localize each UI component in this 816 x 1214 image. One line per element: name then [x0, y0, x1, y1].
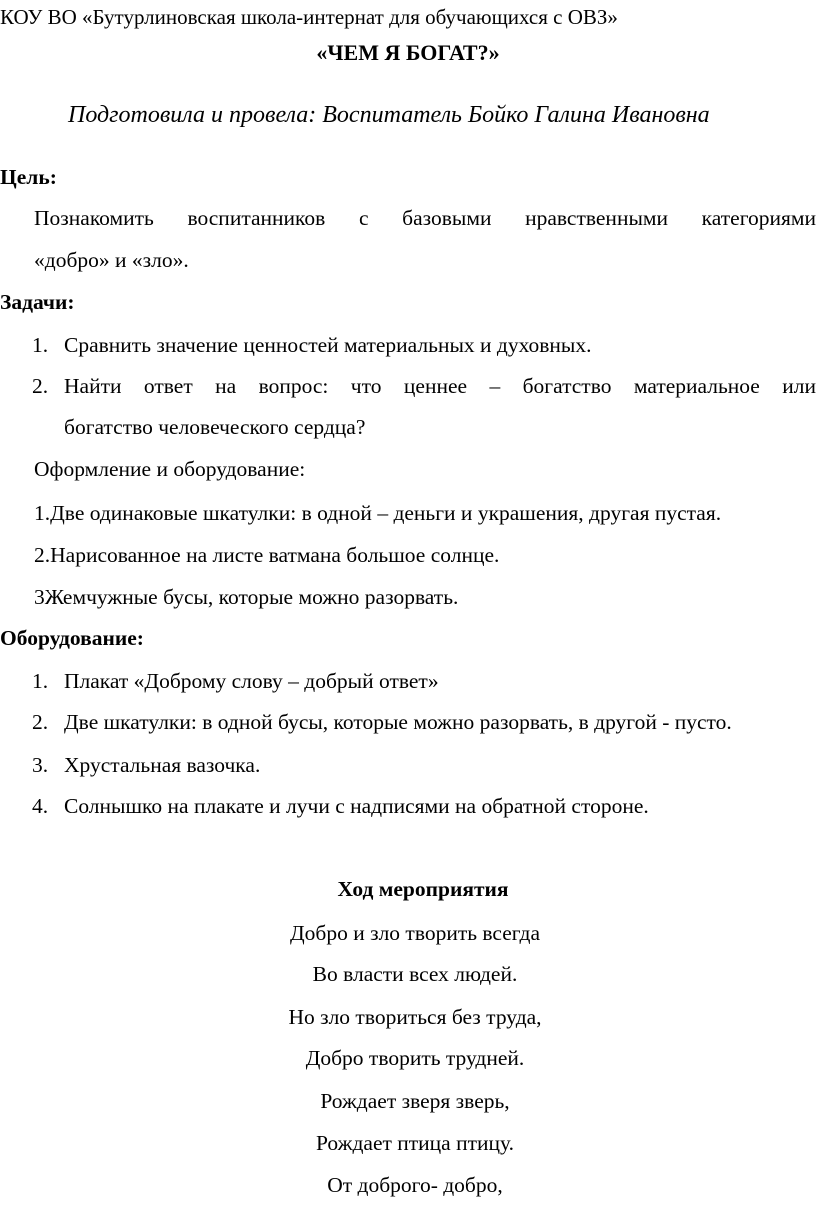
task-number: 1.	[32, 333, 49, 357]
equipment-number: 2.	[32, 710, 49, 734]
goal-heading: Цель:	[0, 165, 57, 189]
task-number: 2.	[32, 374, 49, 398]
equipment-item: Плакат «Доброму слову – добрый ответ»	[64, 669, 439, 693]
author-line: Подготовила и провела: Воспитатель Бойко Галина Ивановна	[68, 102, 710, 128]
design-item: 3Жемчужные бусы, которые можно разорвать.	[34, 585, 459, 609]
design-heading: Оформление и оборудование:	[34, 457, 306, 481]
poem-line: Добро и зло творить всегда	[289, 921, 541, 945]
design-item: 2.Нарисованное на листе ватмана большое солнце.	[34, 543, 500, 567]
goal-text-line: Познакомить воспитанников с базовыми нравственными категориями	[34, 206, 816, 230]
poem-line: Во власти всех людей.	[312, 962, 518, 986]
poem-line: Добро творить трудней.	[305, 1046, 525, 1070]
poem-line: Рождает птица птицу.	[315, 1131, 514, 1155]
equipment-item: Солнышко на плакате и лучи с надписями на обратной стороне.	[64, 794, 649, 818]
equipment-number: 4.	[32, 794, 49, 818]
task-item: Сравнить значение ценностей материальных и духовных.	[64, 333, 592, 357]
equipment-item: Две шкатулки: в одной бусы, которые можно разорвать, в другой - пусто.	[64, 710, 732, 734]
tasks-heading: Задачи:	[0, 290, 75, 314]
task-item: Найти ответ на вопрос: что ценнее – богатство материальное или	[64, 374, 816, 398]
equipment-heading: Оборудование:	[0, 626, 144, 650]
poem-line: Но зло твориться без труда,	[288, 1005, 542, 1029]
event-heading: Ход мероприятия	[337, 877, 509, 901]
design-item: 1.Две одинаковые шкатулки: в одной – деньги и украшения, другая пустая.	[34, 501, 722, 525]
equipment-number: 3.	[32, 753, 49, 777]
task-item-continuation: богатство человеческого сердца?	[64, 415, 366, 439]
poem-line: От доброго- добро,	[327, 1173, 503, 1197]
document-title: «ЧЕМ Я БОГАТ?»	[316, 40, 500, 65]
goal-text-line: «добро» и «зло».	[34, 248, 189, 272]
poem-line: Рождает зверя зверь,	[320, 1089, 510, 1113]
equipment-item: Хрустальная вазочка.	[64, 753, 261, 777]
equipment-number: 1.	[32, 669, 49, 693]
school-header: КОУ ВО «Бутурлиновская школа-интернат для обучающихся с ОВЗ»	[0, 5, 618, 29]
